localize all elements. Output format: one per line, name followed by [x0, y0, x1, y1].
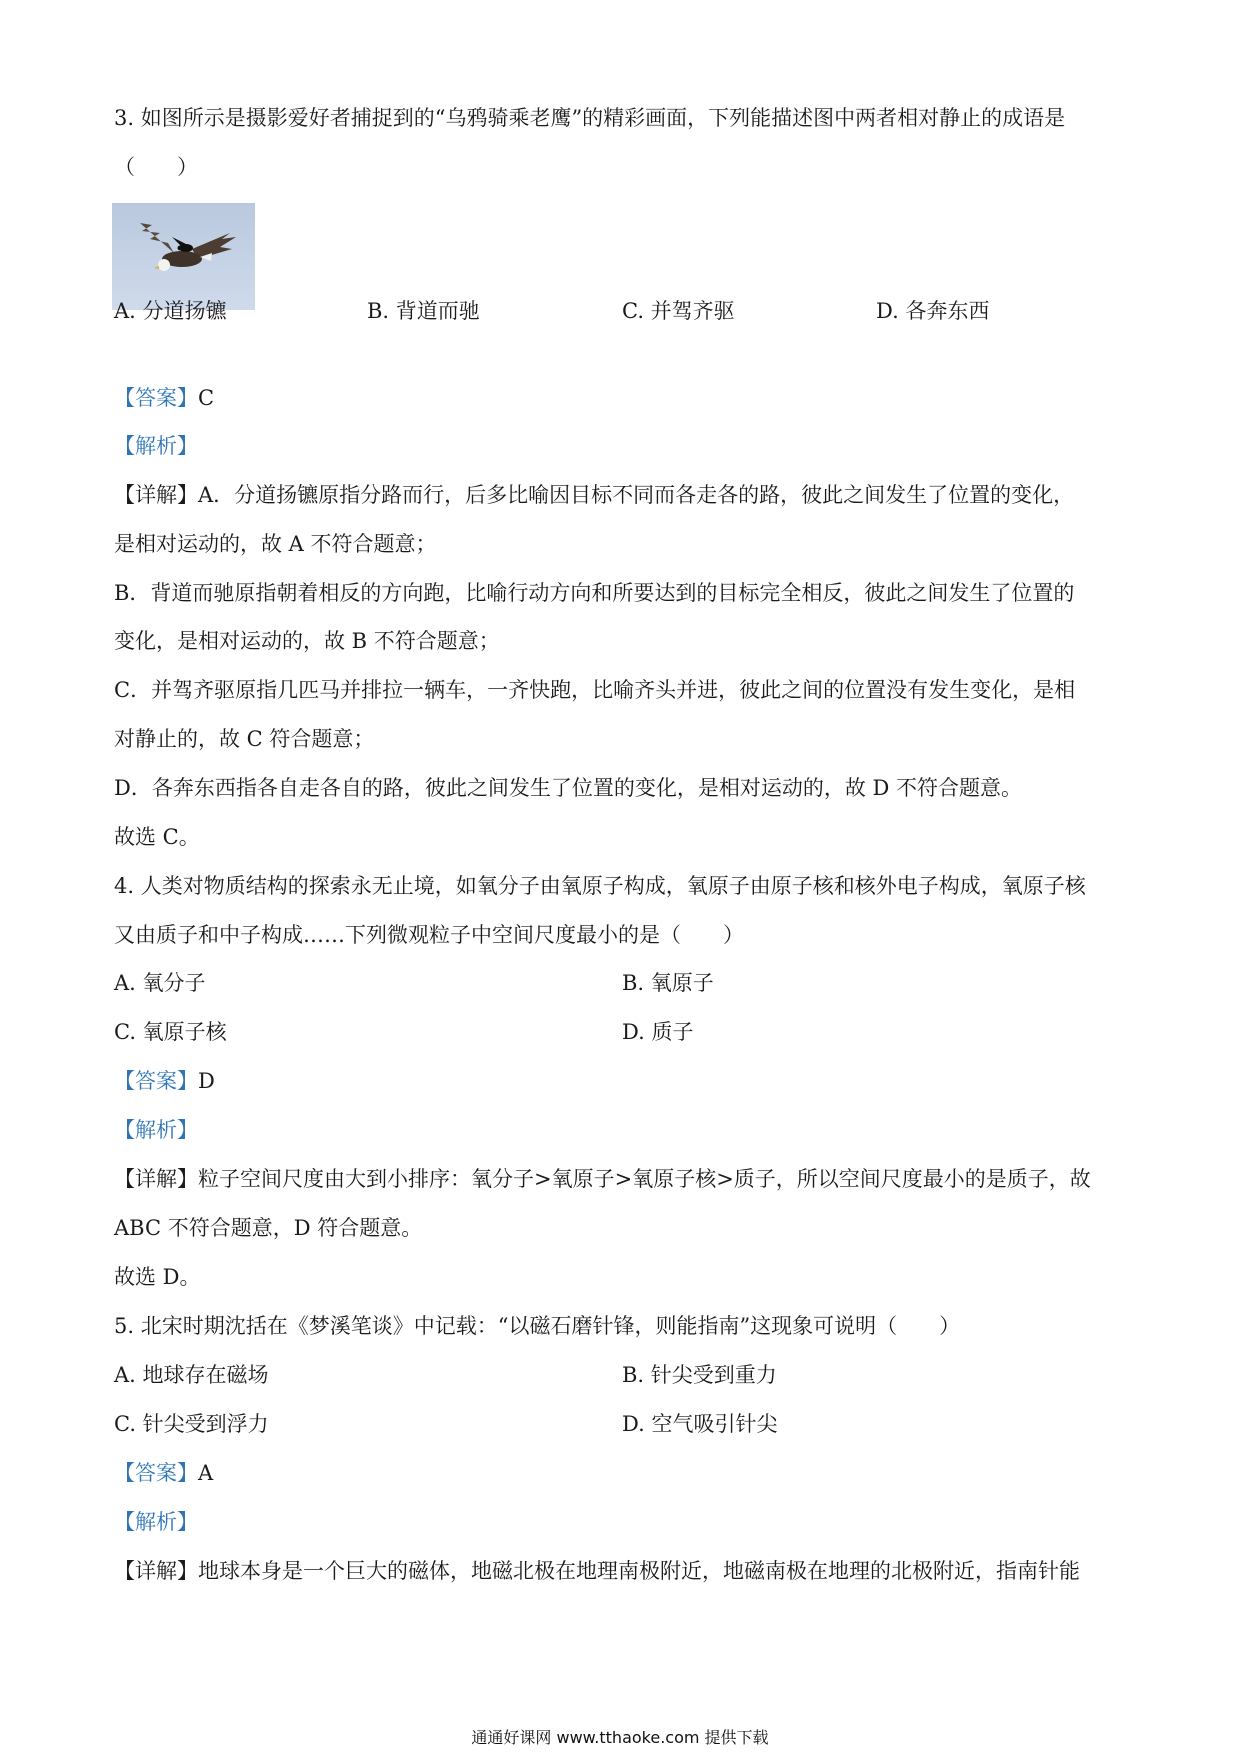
q3-detail-line6: 对静止的，故 C 符合题意；	[114, 727, 375, 751]
q3-answer-value: C	[198, 386, 215, 410]
q5-option-c: C. 针尖受到浮力	[114, 1412, 269, 1436]
eagle-head	[158, 259, 170, 271]
q5-stem: 5. 北宋时期沈括在《梦溪笔谈》中记载：“以磁石磨针锋，则能指南”这现象可说明（ ）	[114, 1314, 961, 1338]
q3-detail-line5: C．并驾齐驱原指几匹马并排拉一辆车，一齐快跑，比喻齐头并进，彼此之间的位置没有发生变化，是相	[114, 678, 1076, 702]
q3-option-c: C. 并驾齐驱	[622, 299, 735, 323]
q3-detail-line1: 【详解】A．分道扬镳原指分路而行，后多比喻因目标不同而各走各的路，彼此之间发生了位置的变化，	[114, 483, 1075, 507]
q5-answer-value: A	[198, 1461, 214, 1485]
q3-stem-line2: （ ）	[114, 155, 198, 179]
q4-stem-line1: 4. 人类对物质结构的探索永无止境，如氧分子由氧原子构成，氧原子由原子核和核外电子构成，氧原子核	[114, 874, 1086, 898]
q4-answer	[114, 1066, 215, 1096]
q5-option-d: D. 空气吸引针尖	[622, 1412, 778, 1436]
q5-answer	[114, 1458, 213, 1488]
q3-answer	[114, 383, 214, 413]
eagle-crow-photo	[112, 203, 255, 310]
q3-option-a: A. 分道扬镳	[114, 299, 227, 323]
eagle-crow-image	[112, 203, 255, 310]
q3-option-b: B. 背道而驰	[367, 299, 480, 323]
q4-option-c: C. 氧原子核	[114, 1020, 227, 1044]
crow-head	[178, 246, 183, 251]
q4-answer-value: D	[198, 1069, 215, 1093]
q4-option-d: D. 质子	[622, 1020, 694, 1044]
q3-detail-line7: D．各奔东西指各自走各自的路，彼此之间发生了位置的变化，是相对运动的，故 D 不符合题意。	[114, 776, 1023, 800]
q3-detail-line3: B．背道而驰原指朝着相反的方向跑，比喻行动方向和所要达到的目标完全相反，彼此之间发生了位置的	[114, 581, 1075, 605]
eagle-left-wing	[140, 223, 174, 253]
q3-detail-line4: 变化，是相对运动的，故 B 不符合题意；	[114, 629, 500, 653]
q4-stem-line2: 又由质子和中子构成……下列微观粒子中空间尺度最小的是（ ）	[114, 923, 744, 947]
q5-analysis-tag: 【解析】	[114, 1510, 198, 1534]
eagle-beak	[154, 266, 159, 269]
q3-analysis-tag: 【解析】	[114, 434, 198, 458]
q5-answer-tag: 【答案】	[114, 1461, 198, 1485]
q4-answer-tag: 【答案】	[114, 1069, 198, 1093]
q3-detail-line2: 是相对运动的，故 A 不符合题意；	[114, 532, 437, 556]
page-footer: 通通好课网 www.tthaoke.com 提供下载	[471, 1728, 769, 1747]
q4-detail-line2: ABC 不符合题意，D 符合题意。	[114, 1216, 423, 1240]
q4-detail-tag: 【详解】	[114, 1167, 198, 1191]
q4-analysis-tag: 【解析】	[114, 1118, 198, 1142]
q3-option-d: D. 各奔东西	[876, 299, 990, 323]
q3-answer-tag: 【答案】	[114, 386, 198, 410]
q4-option-a: A. 氧分子	[114, 971, 206, 995]
q4-conclusion: 故选 D。	[114, 1265, 201, 1289]
q5-detail-tag: 【详解】	[114, 1559, 198, 1583]
q3-conclusion: 故选 C。	[114, 825, 200, 849]
q3-detail-tag: 【详解】	[114, 483, 198, 507]
q5-detail-line1: 【详解】地球本身是一个巨大的磁体，地磁北极在地理南极附近，地磁南极在地理的北极附近，指南针能	[114, 1559, 1080, 1583]
q5-option-a: A. 地球存在磁场	[114, 1363, 269, 1387]
q3-stem-line1: 3. 如图所示是摄影爱好者捕捉到的“乌鸦骑乘老鹰”的精彩画面，下列能描述图中两者相对静止的成语是	[114, 106, 1066, 130]
q4-option-b: B. 氧原子	[622, 971, 714, 995]
q5-option-b: B. 针尖受到重力	[622, 1363, 777, 1387]
q4-detail-line1: 【详解】粒子空间尺度由大到小排序：氧分子>氧原子>氧原子核>质子，所以空间尺度最小的是质子，故	[114, 1167, 1091, 1191]
